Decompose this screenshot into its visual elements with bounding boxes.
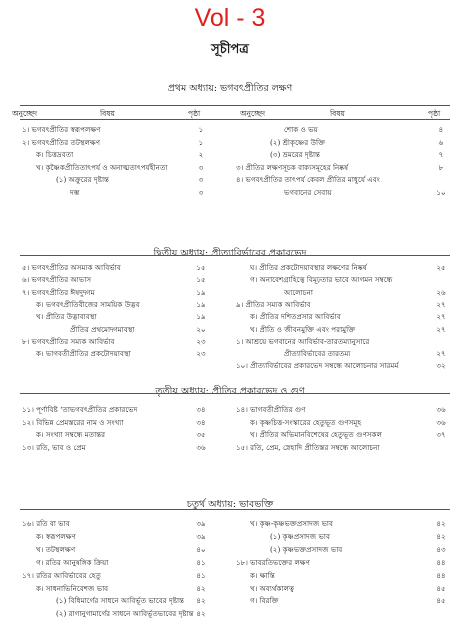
chapter-title: তৃতীয় অধ্যায়: প্রীতির প্রকারভেদ ও গুণ: [155, 386, 305, 397]
toc-entry: ভগবানের সেবায়: [284, 188, 332, 197]
column-header-topic: বিষয়: [330, 109, 345, 118]
toc-entry: ৪। ভগবৎপ্রীতির তাৎপর্য কেবল প্রীতির মাধুর্যে এবং: [236, 175, 380, 184]
page-number: ৩৫: [196, 430, 206, 439]
toc-entry: ১১। পূর্ণাবিষ্ট ‘তাভগবৎপ্রীতির প্রকারভেদ: [22, 405, 138, 414]
page-title: সূচীপত্র: [211, 42, 249, 57]
divider: [20, 509, 450, 510]
page-number: ৩৬: [436, 418, 446, 427]
page-number: ১৯: [196, 288, 206, 297]
page-number: ৬: [438, 138, 444, 147]
toc-entry: দম্ভ: [70, 188, 80, 197]
chapter-title: প্রথম অধ্যায়: ভগবৎপ্রীতির লক্ষণ: [167, 83, 293, 94]
toc-entry: ক। সাধনাভিনিবেশজ ভাব: [36, 584, 109, 593]
toc-entry: (৩) ভ্রমরের দৃষ্টান্ত: [270, 150, 321, 159]
page-number: ৩৬: [196, 443, 206, 452]
toc-entry: গ। অনাবেশগ্রাহিত্বে বিমূঢ়তার ভাবে আগমন সম্বন্ধে: [250, 275, 393, 284]
toc-entry: গ। রতির আনুষঙ্গিক ক্রিয়া: [36, 558, 109, 567]
chapter-title: দ্বিতীয় অধ্যায়: প্রীত্যাবির্ভাবের প্রকারভেদ: [153, 248, 307, 259]
toc-entry: ১২। বিভিন্ন প্রেমস্তরের নাম ও সংখ্যা: [22, 418, 124, 427]
page-number: ৩৪: [196, 418, 206, 427]
toc-entry: খ। কৃষ্ণৈকপ্রীতিতাৎপর্য ও অনাত্মতাৎপর্যহীনতা: [36, 163, 168, 172]
toc-entry: ৩। প্রীতির লক্ষণসূচক বাক্যসমূহের নিষ্কর্ষ: [236, 163, 349, 172]
toc-entry: (২) রাগানুগামার্গের সাধনে আবির্ভূতভাবের দৃষ্টান্ত: [56, 609, 194, 618]
page-number: ৮: [438, 163, 444, 172]
toc-entry: ১। আশ্রয়ে ভগবানের আবির্ভাব-তারতম্যানুসারে: [236, 337, 370, 346]
page-number: ২৩: [196, 337, 206, 346]
toc-entry: ক। স্বরূপলক্ষণ: [36, 532, 76, 541]
volume-label: Vol - 3: [194, 4, 266, 32]
toc-entry: ৭। ভগবৎপ্রীতির ঈষদুদ্গম: [22, 288, 95, 297]
page-number: ৪২: [196, 584, 206, 593]
page-number: ৩: [198, 175, 204, 184]
divider: [20, 119, 450, 120]
chapter-title: চতুর্থ অধ্যায়: ভাবভক্তি: [186, 499, 274, 510]
toc-entry: (১) কৃষ্ণপ্রসাদজ ভাব: [270, 532, 330, 541]
page-number: ৪২: [436, 519, 446, 528]
page-number: ৩: [198, 188, 204, 197]
column-header-topic: বিষয়: [100, 109, 115, 118]
toc-entry: খ। প্রীতি ও জীবনমুক্তি এবং পরামুক্তি: [250, 325, 356, 334]
toc-entry: ১৭। রতির আবির্ভাবের হেতু: [22, 571, 101, 580]
toc-entry: খ। কৃষ্ণ-কৃষ্ণভক্তপ্রসাদজ ভাব: [250, 519, 334, 528]
toc-entry: (১) অক্রুরের দৃষ্টান্ত: [56, 175, 109, 184]
toc-entry: ক। সংখ্যা সম্বন্ধে মতান্তর: [36, 430, 106, 439]
toc-entry: (২) শ্রীকৃষ্ণের উক্তি: [270, 138, 326, 147]
toc-entry: প্রীত্যাবির্ভাবের তারতম্য: [284, 349, 351, 358]
column-header-no: অনুচ্ছেদ: [240, 109, 266, 118]
toc-entry: ১৩। রতি, ভাব ও প্রেম: [22, 443, 86, 452]
toc-entry: ৬। ভগবৎপ্রীতির আভাস: [22, 275, 92, 284]
toc-entry: ক। ক্ষান্তি: [250, 571, 275, 580]
toc-entry: (২) কৃষ্ণভক্তপ্রসাদজ ভাব: [270, 545, 343, 554]
page-number: ৩৬: [436, 405, 446, 414]
page-number: ৩৯: [196, 532, 206, 541]
page-number: ৩৪: [196, 405, 206, 414]
toc-entry: ক। কৃষ্ণচিত্ত-সংস্কারের হেতুভূত গুণসমূহ: [250, 418, 362, 427]
toc-entry: প্রীতির প্রথমোদ্গমাবস্থা: [70, 325, 135, 334]
toc-entry: ১৫। রতি, প্রেম, স্নেহাদি প্রীতিস্তর সম্বন্ধে আলোচনা: [236, 443, 380, 452]
page-number: ৪৫: [436, 596, 446, 605]
toc-entry: ক। প্রীতির দশিতপ্রসার আবির্ভাব: [250, 312, 341, 321]
toc-entry: ৮। ভগবৎপ্রীতির সম্যক আবির্ভাব: [22, 337, 115, 346]
page-number: ২০: [196, 325, 206, 334]
page-number: ১: [198, 138, 204, 147]
toc-entry: আলোচনা: [284, 288, 313, 297]
page-number: ৪১: [196, 558, 206, 567]
page-number: ২৭: [436, 349, 446, 358]
page-number: ৩৭: [436, 430, 446, 439]
page-number: ২৩: [196, 349, 206, 358]
page-number: ১৫: [196, 263, 206, 272]
toc-entry: ঘ। প্রীতির প্রকটোদয়াবস্থার লক্ষণের নিষ্কর্ষ: [250, 263, 367, 272]
toc-entry: গ। বিরক্তি: [250, 596, 279, 605]
page-number: ৩: [198, 163, 204, 172]
page-number: ৪৫: [436, 584, 446, 593]
divider: [20, 255, 450, 256]
page-number: ৪৩: [436, 545, 446, 554]
page-number: ২৭: [436, 312, 446, 321]
divider: [20, 105, 450, 106]
page-number: ১৯: [196, 300, 206, 309]
page-number: ৪২: [196, 596, 206, 605]
page-number: ৭: [438, 150, 444, 159]
toc-entry: ১৬। রতি বা ভাব: [22, 519, 70, 528]
page-number: ৩৯: [196, 519, 206, 528]
page-number: ৩২: [436, 361, 446, 370]
toc-entry: খ। প্রীতির উদ্ভাবাবস্থা: [36, 312, 97, 321]
page-number: ৪: [438, 125, 444, 134]
page-number: ২৭: [436, 325, 446, 334]
page-number: ২৫: [436, 263, 446, 272]
page-number: ৪১: [196, 571, 206, 580]
toc-entry: ১। ভগবৎপ্রীতির স্বরূপলক্ষণ: [22, 125, 101, 134]
page-number: ৪৪: [436, 558, 446, 567]
toc-entry: ক। ভাগবতীপ্রীতির প্রকটোদয়াবস্থা: [36, 349, 131, 358]
toc-entry: খ। প্রীতির অভিমানবিশেষের হেতুভূত গুণসকল: [250, 430, 382, 439]
toc-entry: ৯। প্রীতির সম্যক আবির্ভাব: [236, 300, 311, 309]
toc-entry: ১০। প্রীত্যাবির্ভাবের প্রকারভেদ সম্বন্ধে আলোচনার সারমর্ম: [236, 361, 399, 370]
toc-entry: খ। তটস্থলক্ষণ: [36, 545, 76, 554]
page-number: ১৫: [196, 275, 206, 284]
toc-entry: ২। ভগবৎপ্রীতির তটস্থলক্ষণ: [22, 138, 101, 147]
divider: [20, 393, 450, 394]
page-number: ৪০: [196, 545, 206, 554]
toc-entry: শোক ও ভয়: [284, 125, 318, 134]
toc-entry: (১) বিধিমার্গের সাধনে আবির্ভূত ভাবের দৃষ্টান্ত: [56, 596, 185, 605]
toc-entry: ক। চিত্তদ্রবতা: [36, 150, 74, 159]
page-number: ১০: [436, 188, 446, 197]
toc-entry: ক। ভগবৎপ্রীতিবীজের সাময়িক উদ্ভব: [36, 300, 140, 309]
page-number: ২৬: [436, 288, 446, 297]
toc-entry: ১৪। ভাগবতীপ্রীতির গুণ: [236, 405, 306, 414]
column-header-page: পৃষ্ঠা: [428, 109, 441, 118]
page-number: ১: [198, 125, 204, 134]
page-number: ৪২: [196, 609, 206, 618]
page-number: ৪৪: [436, 571, 446, 580]
column-header-page: পৃষ্ঠা: [188, 109, 201, 118]
page-number: ২: [198, 150, 204, 159]
page-number: ১৯: [196, 312, 206, 321]
toc-entry: খ। অব্যর্থকালত্ব: [250, 584, 295, 593]
toc-entry: ১৮। ভাবরতিভক্তের লক্ষণ: [236, 558, 311, 567]
page-number: ৪২: [436, 532, 446, 541]
column-header-no: অনুচ্ছেদ: [12, 109, 38, 118]
toc-entry: ৫। ভগবৎপ্রীতির অসম্যক আবির্ভাব: [22, 263, 121, 272]
page-number: ২৭: [436, 300, 446, 309]
